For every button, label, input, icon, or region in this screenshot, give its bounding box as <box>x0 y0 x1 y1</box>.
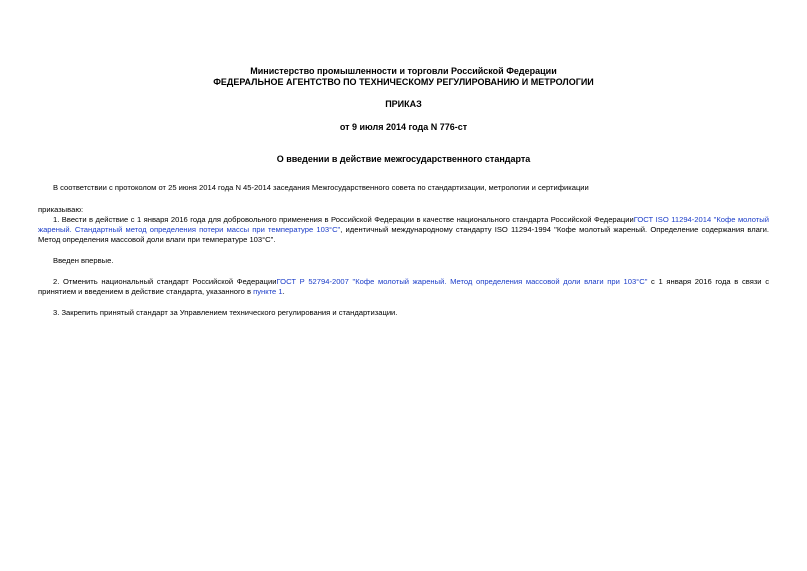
order-word: приказываю: <box>38 205 84 214</box>
agency-name: ФЕДЕРАЛЬНОЕ АГЕНТСТВО ПО ТЕХНИЧЕСКОМУ РЕГУЛИРОВАНИЮ И МЕТРОЛОГИИ <box>213 77 594 87</box>
item-2-text-middle: с 1 января 2016 года в связи с принятием и введением в действие стандарта, указанного в <box>38 277 770 296</box>
document-header <box>0 66 807 88</box>
item-2-text-after: . <box>282 287 285 296</box>
introduced-note: Введен впервые. <box>53 256 114 265</box>
gost-r-52794-link[interactable]: ГОСТ Р 52794-2007 "Кофе молотый жареный. Метод определения массовой доли влаги при 103°С" <box>276 277 648 286</box>
item-1-reference-link[interactable]: пункте 1 <box>253 287 283 296</box>
preamble-paragraph: В соответствии с протоколом от 25 июня 2014 года N 45-2014 заседания Межгосударственного совета по стандартизации, метрологии и сертификации <box>53 183 589 192</box>
document-date: от 9 июля 2014 года N 776-ст <box>339 122 468 132</box>
item-3-paragraph: 3. Закрепить принятый стандарт за Управлением технического регулирования и стандартизации. <box>53 308 398 317</box>
item-2-paragraph <box>38 277 769 297</box>
item-1-paragraph <box>38 215 769 245</box>
document-subject: О введении в действие межгосударственного стандарта <box>276 154 531 164</box>
ministry-name: Министерство промышленности и торговли Российской Федерации <box>250 66 557 76</box>
document-type: ПРИКАЗ <box>385 99 422 109</box>
item-1-text: 1. Ввести в действие с 1 января 2016 года для добровольного применения в Российской Федерации в качестве национального стандарта Российской Федерации <box>53 215 634 224</box>
gost-iso-11294-link[interactable]: ГОСТ ISO 11294-2014 "Кофе молотый жареный. Стандартный метод определения потери массы при температуре 103°С" <box>38 215 769 234</box>
item-2-text: 2. Отменить национальный стандарт Российской Федерации <box>53 277 277 286</box>
item-1-text-after: , идентичный международному стандарту ISO 11294-1994 "Кофе молотый жареный. Определение содержания влаги. Метод определения массовой доли влаги при температуре 103°С". <box>38 225 769 244</box>
